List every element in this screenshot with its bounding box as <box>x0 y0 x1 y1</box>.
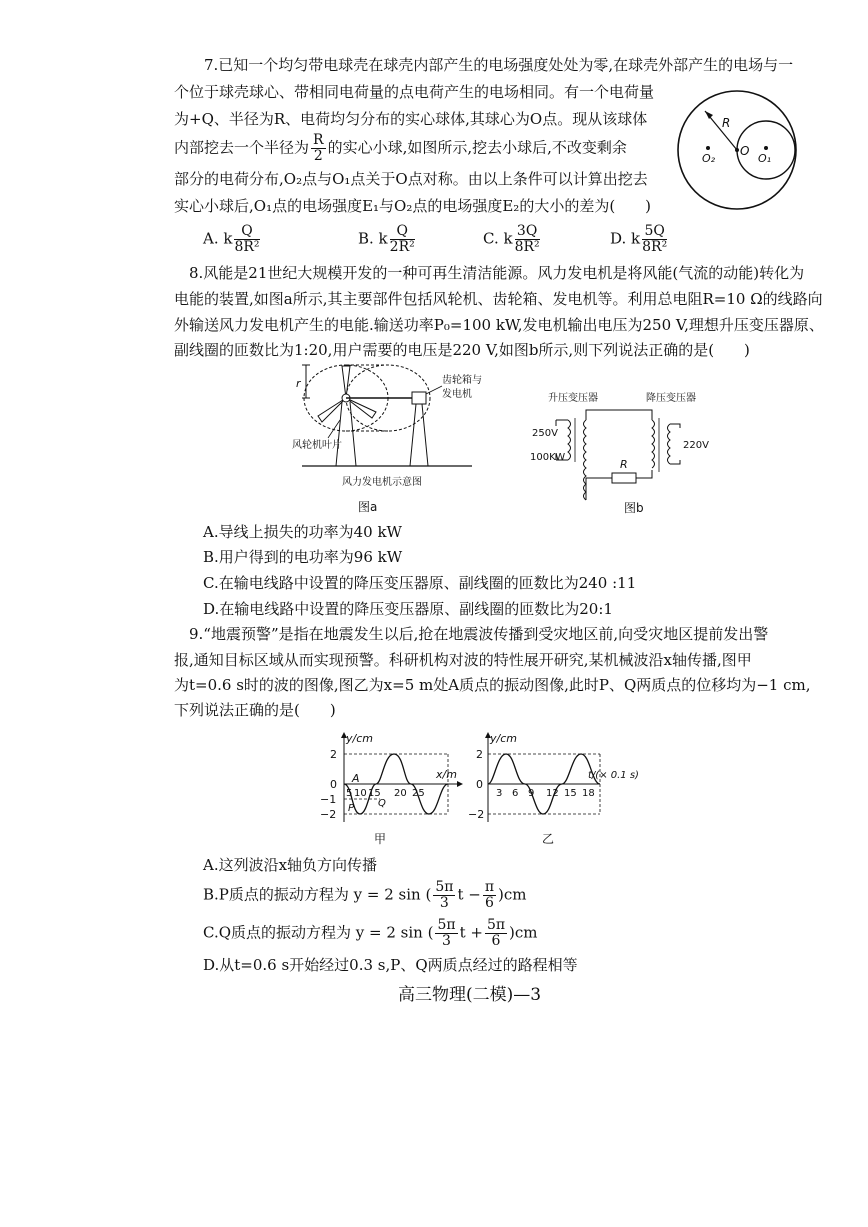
q9-line2: 报,通知目标区域从而实现预警。科研机构对波的特性展开研究,某机械波沿x轴传播,图甲 <box>174 651 752 669</box>
q9-graph-jia <box>308 728 468 850</box>
q7-label-o: O <box>740 144 750 158</box>
q9-jia-xtick-25: 25 <box>412 788 425 799</box>
q7-line3: 为+Q、半径为R、电荷均匀分布的实心球体,其球心为O点。现从该球体 <box>174 110 648 128</box>
q8-figb-caption: 图b <box>624 501 644 515</box>
q9-jia-ytick-m2: −2 <box>320 808 337 821</box>
q8-figure-b <box>528 386 718 522</box>
q7-line1: 7.已知一个均匀带电球壳在球壳内部产生的电场强度处处为零,在球壳外部产生的电场与一 <box>204 56 794 74</box>
q7-line4 <box>174 133 627 164</box>
q9-jia-point-p: P <box>348 803 355 814</box>
q9-yi-ylabel: y/cm <box>490 732 517 745</box>
q9-yi-ytick-2: 2 <box>476 748 483 761</box>
q9-option-a: A.这列波沿x轴负方向传播 <box>203 856 378 874</box>
q9-yi-xtick-15: 15 <box>564 788 577 799</box>
q9-jia-point-a: A <box>352 772 360 785</box>
q8-figa-inner-caption: 风力发电机示意图 <box>342 477 422 488</box>
q8-option-a: A.导线上损失的功率为40 kW <box>203 523 402 541</box>
q8-option-b: B.用户得到的电功率为96 kW <box>203 548 403 566</box>
q8-label-step-up: 升压变压器 <box>548 393 598 404</box>
q7-line2: 个位于球壳球心、带相同电荷量的点电荷产生的电场相同。有一个电荷量 <box>174 83 655 101</box>
q9-option-b: B.P质点的振动方程为 y = 2 sin ( $\frac{5\pi}{3}$ t − $\frac{\pi}{6}$ )cm <box>203 879 527 911</box>
q7-label-o2: O₂ <box>702 152 716 165</box>
q7-fraction-r2: $\frac{R}{2}$ <box>313 132 324 164</box>
q7-option-d: D. k $\frac{5Q}{\text{8R²}}$ <box>610 223 668 255</box>
q8-option-d: D.在输电线路中设置的降压变压器原、副线圈的匝数比为20:1 <box>203 600 613 618</box>
q8-label-gearbox: 齿轮箱与 <box>442 375 482 386</box>
q8-figa-caption: 图a <box>358 500 378 514</box>
q9-jia-xtick-15: 15 <box>368 788 381 799</box>
q9-jia-ylabel: y/cm <box>346 732 373 745</box>
q9-line3: 为t=0.6 s时的波的图像,图乙为x=5 m处A质点的振动图像,此时P、Q两质点的位移均为−1 cm, <box>174 676 811 694</box>
q8-line2: 电能的装置,如图a所示,其主要部件包括风轮机、齿轮箱、发电机等。利用总电阻R=10 Ω的线路向 <box>174 290 823 308</box>
q9-jia-xlabel: x/m <box>436 768 457 781</box>
q7-sphere-figure <box>672 85 802 215</box>
page-footer: 高三物理(二模)—3 <box>398 985 542 1005</box>
q9-jia-ytick-m1: −1 <box>320 793 337 806</box>
q8-line1: 8.风能是21世纪大规模开发的一种可再生清洁能源。风力发电机是将风能(气流的动能)转化为 <box>189 264 805 282</box>
q8-label-blade: 风轮机叶片 <box>292 440 342 451</box>
q9-yi-xtick-6: 6 <box>512 788 519 799</box>
q8-line3: 外输送风力发电机产生的电能.输送功率P₀=100 kW,发电机输出电压为250 V,理想升压变压器原、 <box>174 316 824 334</box>
q7-line5: 部分的电荷分布,O₂点与O₁点关于O点对称。由以上条件可以计算出挖去 <box>174 170 648 188</box>
q8-figure-a <box>292 360 482 520</box>
q7-label-r: R <box>722 116 731 130</box>
q9-line1: 9.“地震预警”是指在地震发生以后,抢在地震波传播到受灾地区前,向受灾地区提前发出警 <box>189 625 769 643</box>
q9-jia-xtick-5: 5 <box>346 788 353 799</box>
q9-yi-xtick-9: 9 <box>528 788 535 799</box>
q9-jia-xtick-10: 10 <box>354 788 367 799</box>
q7-label-o1: O₁ <box>758 152 772 165</box>
q8-label-res: R <box>620 458 628 471</box>
q9-option-d: D.从t=0.6 s开始经过0.3 s,P、Q两质点经过的路程相等 <box>203 956 578 974</box>
q9-yi-xlabel: t/(× 0.1 s) <box>588 770 639 781</box>
q8-option-c: C.在输电线路中设置的降压变压器原、副线圈的匝数比为240 :11 <box>203 574 637 592</box>
q8-line4: 副线圈的匝数比为1:20,用户需要的电压是220 V,如图b所示,则下列说法正确的是( ) <box>174 341 750 359</box>
q9-yi-ytick-m2: −2 <box>468 808 485 821</box>
q9-jia-point-q: Q <box>378 798 386 809</box>
q8-label-step-down: 降压变压器 <box>646 393 696 404</box>
q7-line6: 实心小球后,O₁点的电场强度E₁与O₂点的电场强度E₂的大小的差为( ) <box>174 197 652 215</box>
q7-line4a: 内部挖去一个半径为 <box>174 138 310 157</box>
q9-option-c: C.Q质点的振动方程为 y = 2 sin ( $\frac{5\pi}{3}$ t + $\frac{5\pi}{6}$ )cm <box>203 917 538 949</box>
q9-yi-xtick-18: 18 <box>582 788 595 799</box>
q8-label-220v: 220V <box>683 440 709 451</box>
q9-jia-ytick-2: 2 <box>330 748 337 761</box>
q7-option-a: A. k $\frac{Q}{\text{8R²}}$ <box>203 223 260 255</box>
q9-jia-caption: 甲 <box>374 832 387 846</box>
q9-line4: 下列说法正确的是( ) <box>174 701 336 719</box>
q9-jia-xtick-20: 20 <box>394 788 407 799</box>
q9-yi-xtick-3: 3 <box>496 788 503 799</box>
q9-yi-ytick-0: 0 <box>476 778 483 791</box>
q7-option-b: B. k $\frac{Q}{\text{2R²}}$ <box>358 223 415 255</box>
q9-yi-caption: 乙 <box>542 832 555 846</box>
q8-label-100kw: 100KW <box>530 452 566 463</box>
q9-yi-xtick-12: 12 <box>546 788 559 799</box>
q9-jia-ytick-0: 0 <box>330 778 337 791</box>
q9-graph-yi <box>468 728 648 850</box>
q8-label-250v: 250V <box>532 428 558 439</box>
q8-label-r: r <box>296 377 301 390</box>
q8-label-generator: 发电机 <box>442 389 472 400</box>
q7-option-c: C. k $\frac{3Q}{\text{8R²}}$ <box>483 223 540 255</box>
q7-line4b: 的实心小球,如图所示,挖去小球后,不改变剩余 <box>327 138 627 157</box>
